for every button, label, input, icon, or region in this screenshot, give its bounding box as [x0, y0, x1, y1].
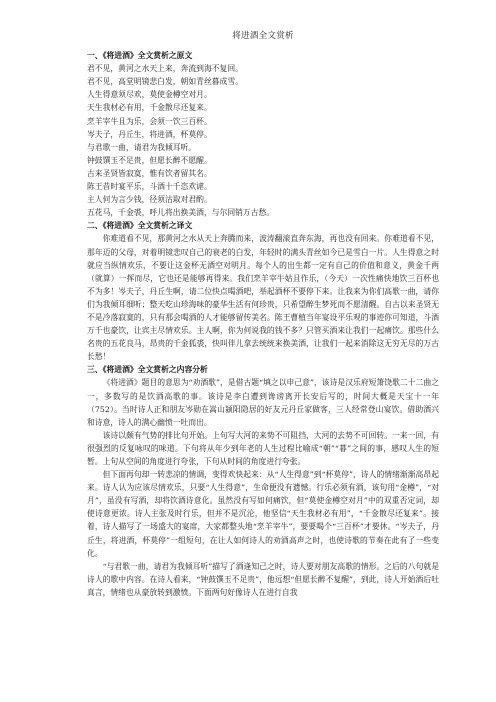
poem-line: 古来圣贤皆寂寞，惟有饮者留其名。: [87, 168, 212, 178]
section-heading-original: 一、《将进酒》全文赏析之原文: [87, 51, 193, 61]
poem-line: 烹羊宰牛且为乐，会须一饮三百杯。: [87, 116, 212, 126]
poem-line: 主人何为言少钱，径须沽取对君酌。: [87, 195, 212, 205]
poem-original-text: [87, 62, 439, 219]
poem-line: 与君歌一曲，请君为我倾耳听。: [87, 142, 197, 152]
analysis-paragraph: “与君歌一曲，请君为我倾耳听”描写了酒逢知己之时，诗人要对朋友高歌的情形。之后的八句就是诗人的歌中内容。在诗人看来，“钟鼓馔玉不足贵”，他远想“但愿长醉不复醒”，到此，诗人开始酒后吐真言，情绪也从豪放转到激愤。下面两句好像诗人在进行自我: [87, 561, 439, 597]
poem-line: 五花马，千金裘，呼儿将出换美酒，与尔同销万古愁。: [87, 208, 275, 218]
poem-line: 君不见，黄河之水天上来，奔流到海不复回。: [87, 64, 243, 74]
poem-line: 天生我材必有用，千金散尽还复来。: [87, 103, 212, 113]
section-heading-translation: 二、《将进酒》全文赏析之译文: [87, 221, 193, 231]
section-heading-analysis: 三、《将进酒》全文赏析之内容分析: [87, 365, 208, 375]
poem-line: 人生得意须尽欢，莫使金樽空对月。: [87, 90, 212, 100]
document-title: 将进酒全文赏析: [232, 31, 294, 41]
translation-paragraph: 你难道看不见，那黄河之水从天上奔腾而来，波涛翻滚直奔东海，再也没有回来。你难道看不见，那年迈的父母，对着明镜悲叹自己的衰老的白发，年轻时的满头青丝如今已是雪白一片。人生得意之时就应当纵情欢乐，不要让这金杯无酒空对明月。每个人的出生都一定有自己的价值和意义，黄金千两（就算）一挥而尽，它也还是能够再得来。我们烹羊宰牛姑且作乐，（今天）一次性痛快地饮三百杯也不为多！岑夫子，丹丘生啊，请二位快点喝酒吧，举起酒杯不要停下来。让我来为你们高歌一曲，请你们为我倾耳细听；整天吃山珍海味的豪华生活有何珍贵，只希望醉生梦死而不愿清醒。自古以来圣贤无不是冷落寂寞的，只有那会喝酒的人才能够留传美名。陈王曹植当年宴设平乐观的事迹你可知道，斗酒万千也豪饮，让宾主尽情欢乐。主人啊，你为何说我的钱不多？只管买酒来让我们一起痛饮。那些什么名贵的五花良马，昂贵的千金狐裘，快叫伴儿拿去统统来换美酒，让我们一起来消除这无穷无尽的万古长愁！: [87, 234, 439, 362]
analysis-paragraph: 该诗以颇有气势的排比句开始。上句写大河的来势不可阻挡，大河的去势不可回转。一来一回，有很强烈的反复咏叹的味道。下句将从年少到年老的人生过程比喻成“朝”“暮”之间的事，感叹人生的短暂。上句从空间的角度进行夸张，下句从时间的角度进行夸张。: [87, 430, 439, 466]
poem-line: 君不见，高堂明镜悲白发，朝如青丝暮成雪。: [87, 77, 243, 87]
analysis-paragraph: 但下面再句却一转悲凉的情调，变得欢快起来：从“人生得意”到“杯莫停”，诗人的情绪渐渐高昂起来。诗人认为应该尽情欢乐，只要“人生得意”，生命便没有遗憾。行乐必须有酒，该句用“金樽”，“对月”，虽没有写酒，却将饮酒诗意化。虽然没有写如何痛饮，但“莫使金樽空对月”中的双重否定词，却使诗意更浓。诗人主张及时行乐，但并不是沉沦，他坚信“天生我材必有用”，“千金散尽还复来”。接着，诗人描写了一场盛大的宴席，大家都整头地“烹羊宰牛”，要要喝个“三百杯”才要休。“岑夫子，丹丘生，将进酒，杯莫停”一组短句，在让人如何诗人的劝酒高声之时，也使诗歌的节奏在此有了一些变化。: [87, 470, 439, 558]
poem-line: 钟鼓馔玉不足贵，但愿长醉不愿醒。: [87, 155, 212, 165]
analysis-paragraph: 《将进酒》题目的意思为“劝酒歌”，是借古题“填之以申己意”，该诗是汉乐府短箫饶歌二十二曲之一，多数写的是饮酒高歌的事。该诗是李白遭到谗谤离开长安后写的，时间大概是天宝十一年（752）。当时诗人正和朋友岑勋在嵩山颍阳隐居的好友元丹丘家做客，三人经常登山宴饮。借助酒兴和诗意，诗人的满心幽愤一吐而出。: [87, 378, 439, 427]
poem-line: 岑夫子，丹丘生，将进酒，杯莫停。: [87, 129, 212, 139]
poem-line: 陈王昔时宴平乐，斗酒十千恣欢谑。: [87, 182, 212, 192]
